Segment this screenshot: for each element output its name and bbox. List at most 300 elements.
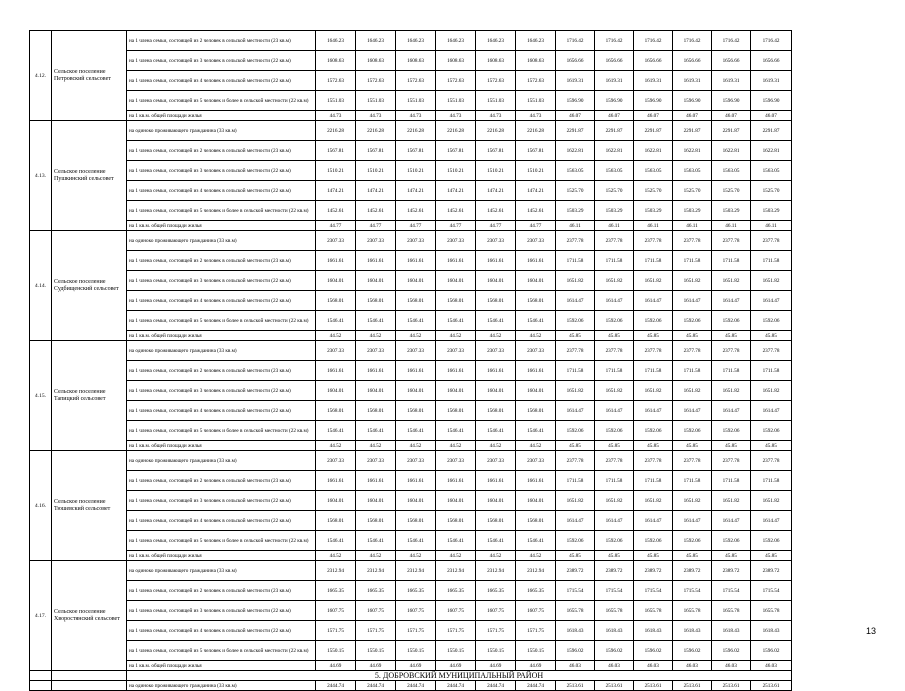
value-cell: 1550.15 <box>356 641 396 661</box>
value-cell: 44.52 <box>476 441 516 451</box>
value-cell: 1711.58 <box>673 471 712 491</box>
value-cell: 2312.94 <box>436 561 476 581</box>
value-cell: 2216.28 <box>316 121 356 141</box>
value-cell: 44.73 <box>396 111 436 121</box>
value-cell: 1716.42 <box>595 31 634 51</box>
row-label: на 1 члена семьи, состоящей из 5 человек и более в сельской местности (22 кв.м) <box>127 641 316 661</box>
value-cell: 2307.33 <box>516 341 556 361</box>
settlement-name: Сельское поселение Хворостянский сельсовет <box>52 561 127 671</box>
table-row <box>30 291 792 311</box>
value-cell: 2377.78 <box>673 451 712 471</box>
value-cell: 1596.90 <box>712 91 751 111</box>
value-cell: 46.11 <box>751 221 792 231</box>
value-cell: 1646.23 <box>516 31 556 51</box>
table-row <box>30 551 792 561</box>
value-cell: 45.85 <box>673 551 712 561</box>
row-label: на одиноко проживающего гражданина (33 кв.м) <box>127 681 316 691</box>
row-label: на 1 члена семьи, состоящей из 5 человек и более в сельской местности (22 кв.м) <box>127 531 316 551</box>
value-cell: 1503.29 <box>556 201 595 221</box>
value-cell: 2377.78 <box>751 341 792 361</box>
value-cell: 1592.06 <box>712 311 751 331</box>
value-cell: 1568.01 <box>436 401 476 421</box>
row-label: на 1 члена семьи, состоящей из 5 человек и более в сельской местности (22 кв.м) <box>127 311 316 331</box>
value-cell: 1715.54 <box>634 581 673 601</box>
value-cell: 44.52 <box>436 331 476 341</box>
value-cell: 1604.01 <box>396 271 436 291</box>
blank-settlement-cell <box>52 671 127 681</box>
row-label: на 1 члена семьи, состоящей из 5 человек и более в сельской местности (22 кв.м) <box>127 201 316 221</box>
value-cell: 1656.66 <box>634 51 673 71</box>
row-label: на 1 члена семьи, состоящей из 3 человек в сельской местности (22 кв.м) <box>127 601 316 621</box>
table-row <box>30 621 792 641</box>
value-cell: 1546.41 <box>516 421 556 441</box>
row-label: на 1 члена семьи, состоящей из 4 человек в сельской местности (22 кв.м) <box>127 71 316 91</box>
value-cell: 1563.05 <box>595 161 634 181</box>
value-cell: 1550.15 <box>396 641 436 661</box>
table-row <box>30 201 792 221</box>
value-cell: 1655.78 <box>751 601 792 621</box>
value-cell: 2377.78 <box>712 451 751 471</box>
value-cell: 1661.61 <box>316 471 356 491</box>
table-row <box>30 641 792 661</box>
value-cell: 1592.06 <box>556 531 595 551</box>
value-cell: 2377.78 <box>595 341 634 361</box>
value-cell: 45.85 <box>556 331 595 341</box>
value-cell: 2513.61 <box>673 681 712 691</box>
value-cell: 1596.02 <box>751 641 792 661</box>
value-cell: 1661.61 <box>476 251 516 271</box>
value-cell: 2307.33 <box>356 231 396 251</box>
value-cell: 1546.41 <box>476 311 516 331</box>
value-cell: 1510.21 <box>516 161 556 181</box>
value-cell: 2216.28 <box>476 121 516 141</box>
value-cell: 44.52 <box>356 331 396 341</box>
value-cell: 1614.47 <box>673 291 712 311</box>
value-cell: 1614.47 <box>751 511 792 531</box>
value-cell: 1661.61 <box>436 471 476 491</box>
value-cell: 1618.43 <box>712 621 751 641</box>
value-cell: 1474.21 <box>316 181 356 201</box>
value-cell: 2291.87 <box>595 121 634 141</box>
value-cell: 1711.58 <box>751 361 792 381</box>
table-row <box>30 361 792 381</box>
value-cell: 1568.01 <box>436 291 476 311</box>
value-cell: 45.85 <box>595 441 634 451</box>
value-cell: 1510.21 <box>436 161 476 181</box>
value-cell: 1474.21 <box>436 181 476 201</box>
value-cell: 1592.06 <box>673 531 712 551</box>
row-label: на одиноко проживающего гражданина (33 кв.м) <box>127 451 316 471</box>
value-cell: 1655.78 <box>712 601 751 621</box>
value-cell: 2307.33 <box>476 451 516 471</box>
value-cell: 1604.01 <box>516 381 556 401</box>
value-cell: 2307.33 <box>396 341 436 361</box>
value-cell: 1604.01 <box>316 491 356 511</box>
value-cell: 1614.47 <box>751 401 792 421</box>
value-cell: 1546.41 <box>396 421 436 441</box>
tariff-table-wrapper <box>29 30 791 691</box>
value-cell: 44.73 <box>476 111 516 121</box>
value-cell: 1614.47 <box>673 401 712 421</box>
value-cell: 1661.61 <box>476 471 516 491</box>
value-cell: 2312.94 <box>316 561 356 581</box>
value-cell: 1592.06 <box>751 421 792 441</box>
value-cell: 44.52 <box>356 551 396 561</box>
value-cell: 1503.29 <box>751 201 792 221</box>
value-cell: 2377.78 <box>595 451 634 471</box>
value-cell: 1651.82 <box>556 271 595 291</box>
value-cell: 44.52 <box>316 441 356 451</box>
value-cell: 1563.05 <box>673 161 712 181</box>
value-cell: 1568.01 <box>476 291 516 311</box>
value-cell: 1596.02 <box>712 641 751 661</box>
value-cell: 1592.06 <box>751 311 792 331</box>
value-cell: 45.85 <box>634 441 673 451</box>
value-cell: 44.69 <box>396 661 436 671</box>
value-cell: 1572.63 <box>476 71 516 91</box>
value-cell: 2377.78 <box>556 341 595 361</box>
value-cell: 1572.63 <box>356 71 396 91</box>
value-cell: 2377.78 <box>634 231 673 251</box>
value-cell: 2444.74 <box>316 681 356 691</box>
settlement-name: Сельское поселение Петровский сельсовет <box>52 31 127 121</box>
value-cell: 1571.75 <box>396 621 436 641</box>
value-cell: 1452.61 <box>516 201 556 221</box>
value-cell: 1604.01 <box>356 381 396 401</box>
value-cell: 1619.31 <box>673 71 712 91</box>
page-number: 13 <box>866 626 877 636</box>
row-label: на 1 члена семьи, состоящей из 5 человек и более в сельской местности (22 кв.м) <box>127 91 316 111</box>
value-cell: 44.52 <box>476 551 516 561</box>
value-cell: 1592.06 <box>634 531 673 551</box>
value-cell: 1661.61 <box>436 251 476 271</box>
value-cell: 1651.82 <box>751 381 792 401</box>
value-cell: 1651.82 <box>595 271 634 291</box>
value-cell: 1546.41 <box>356 311 396 331</box>
value-cell: 1614.47 <box>712 291 751 311</box>
settlement-name: Сельское поселение Судбищенский сельсовет <box>52 231 127 341</box>
value-cell: 1474.21 <box>516 181 556 201</box>
value-cell: 1651.82 <box>595 491 634 511</box>
value-cell: 1715.54 <box>595 581 634 601</box>
blank-index-cell <box>30 671 52 681</box>
value-cell: 1510.21 <box>476 161 516 181</box>
value-cell: 1711.58 <box>556 471 595 491</box>
value-cell: 1568.01 <box>356 511 396 531</box>
value-cell: 1546.41 <box>516 531 556 551</box>
value-cell: 44.52 <box>396 551 436 561</box>
value-cell: 1622.81 <box>556 141 595 161</box>
value-cell: 1651.82 <box>673 381 712 401</box>
value-cell: 1572.63 <box>436 71 476 91</box>
row-label: на 1 члена семьи, состоящей из 4 человек в сельской местности (22 кв.м) <box>127 401 316 421</box>
value-cell: 44.52 <box>476 331 516 341</box>
value-cell: 1567.81 <box>476 141 516 161</box>
value-cell: 2216.28 <box>396 121 436 141</box>
value-cell: 1665.35 <box>436 581 476 601</box>
value-cell: 44.69 <box>436 661 476 671</box>
value-cell: 1551.03 <box>476 91 516 111</box>
value-cell: 2377.78 <box>751 231 792 251</box>
group-index: 4.12. <box>30 31 52 121</box>
value-cell: 1563.05 <box>712 161 751 181</box>
value-cell: 1656.66 <box>673 51 712 71</box>
value-cell: 2377.78 <box>595 231 634 251</box>
value-cell: 1551.03 <box>356 91 396 111</box>
value-cell: 1646.23 <box>476 31 516 51</box>
value-cell: 1614.47 <box>634 401 673 421</box>
section-heading-row <box>30 671 792 681</box>
value-cell: 1665.35 <box>396 581 436 601</box>
row-label: на 1 члена семьи, состоящей из 2 человек в сельской местности (23 кв.м) <box>127 31 316 51</box>
value-cell: 1525.70 <box>595 181 634 201</box>
value-cell: 1604.01 <box>516 271 556 291</box>
value-cell: 1608.63 <box>396 51 436 71</box>
value-cell: 1607.75 <box>436 601 476 621</box>
value-cell: 1571.75 <box>356 621 396 641</box>
value-cell: 44.52 <box>436 441 476 451</box>
value-cell: 1711.58 <box>712 471 751 491</box>
table-row <box>30 451 792 471</box>
value-cell: 1592.06 <box>556 421 595 441</box>
blank-index-cell <box>30 681 52 691</box>
value-cell: 2307.33 <box>476 231 516 251</box>
table-row <box>30 331 792 341</box>
value-cell: 44.77 <box>316 221 356 231</box>
value-cell: 1656.66 <box>556 51 595 71</box>
value-cell: 1568.01 <box>356 291 396 311</box>
value-cell: 1604.01 <box>516 491 556 511</box>
value-cell: 1568.01 <box>396 511 436 531</box>
value-cell: 1604.01 <box>436 271 476 291</box>
table-row <box>30 71 792 91</box>
value-cell: 1568.01 <box>516 291 556 311</box>
value-cell: 1592.06 <box>556 311 595 331</box>
value-cell: 1661.61 <box>396 361 436 381</box>
value-cell: 2307.33 <box>316 341 356 361</box>
value-cell: 1661.61 <box>316 361 356 381</box>
value-cell: 1661.61 <box>476 361 516 381</box>
value-cell: 2389.72 <box>673 561 712 581</box>
value-cell: 1619.31 <box>556 71 595 91</box>
value-cell: 44.52 <box>396 331 436 341</box>
value-cell: 1567.81 <box>356 141 396 161</box>
value-cell: 1614.47 <box>712 511 751 531</box>
value-cell: 1711.58 <box>673 251 712 271</box>
row-label: на 1 члена семьи, состоящей из 4 человек в сельской местности (22 кв.м) <box>127 291 316 311</box>
value-cell: 1546.41 <box>476 531 516 551</box>
value-cell: 44.77 <box>436 221 476 231</box>
table-row <box>30 161 792 181</box>
value-cell: 1651.82 <box>634 271 673 291</box>
blank-settlement-cell <box>52 681 127 691</box>
value-cell: 1607.75 <box>476 601 516 621</box>
value-cell: 1622.81 <box>673 141 712 161</box>
value-cell: 1716.42 <box>673 31 712 51</box>
value-cell: 1646.23 <box>356 31 396 51</box>
value-cell: 2389.72 <box>556 561 595 581</box>
value-cell: 1711.58 <box>556 251 595 271</box>
value-cell: 1510.21 <box>356 161 396 181</box>
value-cell: 1568.01 <box>396 291 436 311</box>
value-cell: 1546.41 <box>436 421 476 441</box>
value-cell: 1661.61 <box>396 251 436 271</box>
value-cell: 2307.33 <box>516 231 556 251</box>
row-label: на 1 члена семьи, состоящей из 4 человек в сельской местности (22 кв.м) <box>127 511 316 531</box>
value-cell: 2307.33 <box>476 341 516 361</box>
value-cell: 45.85 <box>712 331 751 341</box>
value-cell: 2307.33 <box>436 231 476 251</box>
value-cell: 1618.43 <box>595 621 634 641</box>
value-cell: 1550.15 <box>436 641 476 661</box>
value-cell: 45.85 <box>673 441 712 451</box>
value-cell: 1563.05 <box>751 161 792 181</box>
value-cell: 1651.82 <box>556 491 595 511</box>
table-row <box>30 601 792 621</box>
settlement-name: Сельское поселение Пушкинский сельсовет <box>52 121 127 231</box>
value-cell: 45.85 <box>751 441 792 451</box>
table-row <box>30 251 792 271</box>
value-cell: 1452.61 <box>316 201 356 221</box>
value-cell: 1571.75 <box>436 621 476 641</box>
value-cell: 1661.61 <box>516 251 556 271</box>
value-cell: 1567.81 <box>436 141 476 161</box>
value-cell: 45.85 <box>673 331 712 341</box>
group-index: 4.16. <box>30 451 52 561</box>
value-cell: 1619.31 <box>595 71 634 91</box>
value-cell: 1614.47 <box>595 291 634 311</box>
row-label: на 1 члена семьи, состоящей из 3 человек в сельской местности (22 кв.м) <box>127 271 316 291</box>
value-cell: 1592.06 <box>673 421 712 441</box>
value-cell: 2389.72 <box>712 561 751 581</box>
value-cell: 1546.41 <box>396 531 436 551</box>
value-cell: 2377.78 <box>712 231 751 251</box>
section-heading: 5. ДОБРОВСКИЙ МУНИЦИПАЛЬНЫЙ РАЙОН <box>127 671 792 681</box>
value-cell: 1646.23 <box>436 31 476 51</box>
value-cell: 1614.47 <box>556 291 595 311</box>
value-cell: 2513.61 <box>751 681 792 691</box>
value-cell: 44.52 <box>516 331 556 341</box>
table-row <box>30 91 792 111</box>
group-index: 4.13. <box>30 121 52 231</box>
value-cell: 1711.58 <box>712 361 751 381</box>
table-row <box>30 141 792 161</box>
value-cell: 1651.82 <box>634 491 673 511</box>
value-cell: 1592.06 <box>595 421 634 441</box>
value-cell: 1546.41 <box>436 531 476 551</box>
value-cell: 44.69 <box>316 661 356 671</box>
row-label: на 1 члена семьи, состоящей из 4 человек в сельской местности (22 кв.м) <box>127 181 316 201</box>
table-row <box>30 471 792 491</box>
value-cell: 1715.54 <box>556 581 595 601</box>
value-cell: 1619.31 <box>634 71 673 91</box>
value-cell: 1661.61 <box>356 251 396 271</box>
value-cell: 1568.01 <box>396 401 436 421</box>
value-cell: 1546.41 <box>316 311 356 331</box>
value-cell: 1546.41 <box>396 311 436 331</box>
value-cell: 1655.78 <box>595 601 634 621</box>
value-cell: 1608.63 <box>516 51 556 71</box>
value-cell: 1568.01 <box>516 401 556 421</box>
value-cell: 1546.41 <box>516 311 556 331</box>
value-cell: 1614.47 <box>634 511 673 531</box>
value-cell: 44.73 <box>316 111 356 121</box>
value-cell: 1614.47 <box>712 401 751 421</box>
value-cell: 1592.06 <box>595 311 634 331</box>
value-cell: 1614.47 <box>673 511 712 531</box>
value-cell: 1567.81 <box>516 141 556 161</box>
value-cell: 2312.94 <box>476 561 516 581</box>
value-cell: 1651.82 <box>634 381 673 401</box>
value-cell: 1646.23 <box>316 31 356 51</box>
value-cell: 44.69 <box>516 661 556 671</box>
row-label: на 1 члена семьи, состоящей из 3 человек в сельской местности (22 кв.м) <box>127 51 316 71</box>
value-cell: 1618.43 <box>673 621 712 641</box>
value-cell: 1550.15 <box>316 641 356 661</box>
value-cell: 1546.41 <box>356 421 396 441</box>
row-label: на одиноко проживающего гражданина (33 кв.м) <box>127 341 316 361</box>
value-cell: 1665.35 <box>516 581 556 601</box>
value-cell: 1604.01 <box>436 381 476 401</box>
value-cell: 2377.78 <box>634 341 673 361</box>
settlement-name: Сельское поселение Тюшевский сельсовет <box>52 451 127 561</box>
value-cell: 1596.90 <box>673 91 712 111</box>
value-cell: 2377.78 <box>556 451 595 471</box>
value-cell: 1622.81 <box>634 141 673 161</box>
table-row <box>30 51 792 71</box>
value-cell: 1655.78 <box>673 601 712 621</box>
value-cell: 1551.03 <box>316 91 356 111</box>
value-cell: 1592.06 <box>751 531 792 551</box>
value-cell: 1572.63 <box>516 71 556 91</box>
value-cell: 1655.78 <box>634 601 673 621</box>
value-cell: 1563.05 <box>634 161 673 181</box>
value-cell: 1567.81 <box>316 141 356 161</box>
value-cell: 46.03 <box>712 661 751 671</box>
value-cell: 2291.87 <box>556 121 595 141</box>
value-cell: 46.11 <box>556 221 595 231</box>
value-cell: 44.52 <box>396 441 436 451</box>
value-cell: 1622.81 <box>751 141 792 161</box>
value-cell: 1525.70 <box>556 181 595 201</box>
value-cell: 1665.35 <box>316 581 356 601</box>
row-label: на 1 члена семьи, состоящей из 2 человек в сельской местности (23 кв.м) <box>127 141 316 161</box>
value-cell: 1546.41 <box>356 531 396 551</box>
value-cell: 1474.21 <box>476 181 516 201</box>
value-cell: 2307.33 <box>516 451 556 471</box>
value-cell: 1568.01 <box>516 511 556 531</box>
value-cell: 2377.78 <box>673 231 712 251</box>
value-cell: 45.85 <box>712 441 751 451</box>
value-cell: 1604.01 <box>316 271 356 291</box>
value-cell: 1571.75 <box>476 621 516 641</box>
value-cell: 1596.02 <box>556 641 595 661</box>
value-cell: 44.77 <box>516 221 556 231</box>
value-cell: 1596.02 <box>595 641 634 661</box>
value-cell: 1651.82 <box>595 381 634 401</box>
value-cell: 1510.21 <box>396 161 436 181</box>
value-cell: 1604.01 <box>396 381 436 401</box>
value-cell: 46.11 <box>634 221 673 231</box>
value-cell: 1452.61 <box>476 201 516 221</box>
value-cell: 1596.90 <box>595 91 634 111</box>
value-cell: 44.52 <box>316 331 356 341</box>
value-cell: 1571.75 <box>316 621 356 641</box>
row-label: на 1 члена семьи, состоящей из 5 человек и более в сельской местности (22 кв.м) <box>127 421 316 441</box>
value-cell: 2389.72 <box>595 561 634 581</box>
value-cell: 1651.82 <box>751 271 792 291</box>
row-label: на 1 кв.м. общей площади жилья <box>127 441 316 451</box>
